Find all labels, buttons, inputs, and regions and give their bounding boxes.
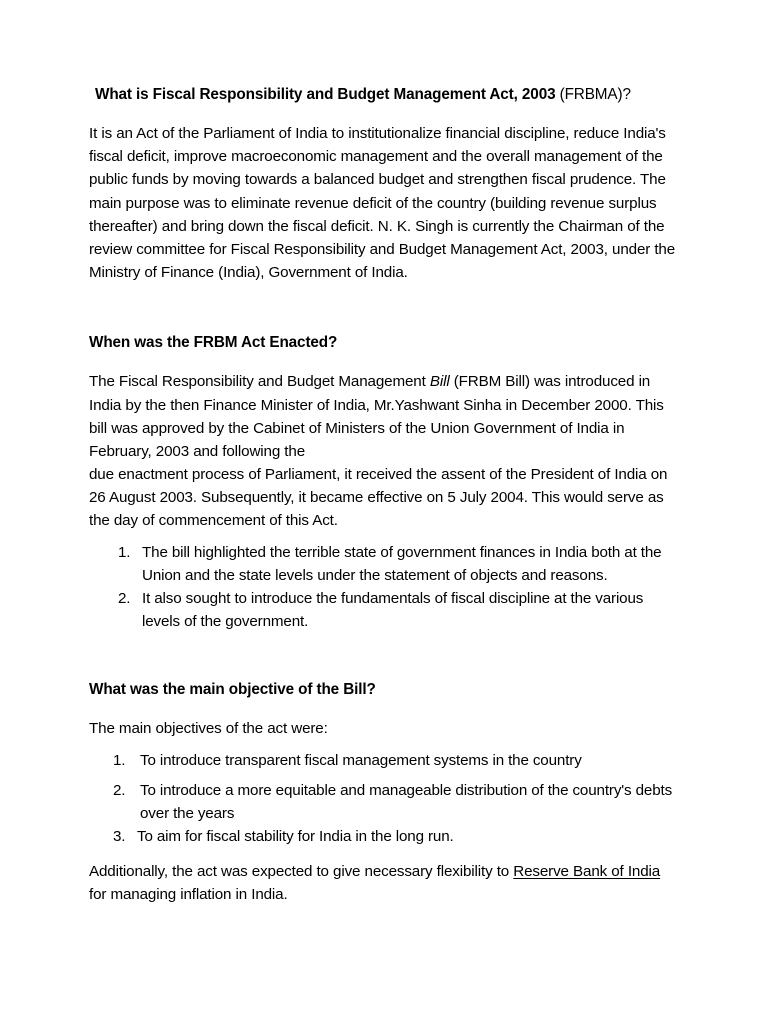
spacer — [89, 353, 681, 370]
spacer — [89, 848, 681, 860]
list-item-text: To introduce a more equitable and manageable distribution of the country's debts over the years — [140, 781, 673, 822]
paragraph-frbma-definition: It is an Act of the Parliament of India to institutionalize financial discipline, reduce India's fiscal deficit, improve macroeconomic management and the overall management of the public funds by moving towards a balanced budget and strengthen fiscal prudence. The main purpose was to eliminate revenue deficit of the country (building revenue surplus thereafter) and bring down the fiscal deficit. N. K. Singh is currently the Chairman of the review committee for Fiscal Responsibility and Budget Management Act, 2003, under the Ministry of Finance (India), Government of India. — [89, 125, 676, 282]
heading-regular-text: (FRBMA)? — [555, 86, 631, 103]
spacer — [89, 633, 681, 679]
closing-text-part-2: for managing inflation in India. — [89, 886, 288, 904]
section-heading-main-objective — [89, 679, 681, 700]
list-marker: 3. — [113, 828, 126, 846]
list-item — [113, 779, 681, 825]
list-item — [113, 749, 681, 772]
section-heading-when-enacted — [89, 332, 681, 353]
paragraph-italic-bill: Bill — [429, 373, 450, 391]
paragraph-objectives-intro: The main objectives of the act were: — [89, 720, 328, 738]
list-item — [118, 587, 681, 633]
heading-bold-text: When was the FRBM Act Enacted? — [89, 334, 338, 352]
link-reserve-bank-of-india[interactable]: Reserve Bank of India — [513, 863, 661, 881]
closing-text-part-1: Additionally, the act was expected to give necessary flexibility to — [89, 863, 514, 881]
paragraph-closing-rbi — [89, 860, 681, 906]
paragraph-enactment-history — [89, 370, 681, 532]
section-heading-frbma-definition — [89, 84, 681, 105]
list-marker: 1. — [113, 751, 126, 769]
paragraph-text-part-3: due enactment process of Parliament, it received the assent of the President of India on 26 August 2003. Subsequently, it became effective on 5 July 2004. This would serve as the day of commencement of this Act. — [89, 466, 668, 530]
list-bill-highlights — [89, 541, 681, 634]
list-item-text: To aim for fiscal stability for India in the long run. — [137, 828, 454, 846]
spacer — [89, 105, 681, 122]
list-item — [113, 825, 681, 848]
spacer — [89, 700, 681, 717]
list-item-text: It also sought to introduce the fundamentals of fiscal discipline at the various levels of the government. — [142, 589, 644, 631]
spacer — [89, 284, 681, 332]
document-content — [89, 84, 681, 907]
heading-bold-text: What is Fiscal Responsibility and Budget Management Act, 2003 — [95, 86, 556, 103]
paragraph-text-part-2: (FRBM Bill) was introduced in India by the then Finance Minister of India, Mr.Yashwant Sinha in December 2000. This bill was approved by the Cabinet of Ministers of the Union Government of India in February, 2003 and following the — [89, 373, 664, 460]
list-main-objectives — [89, 749, 681, 849]
list-item-text: The bill highlighted the terrible state of government finances in India both at the Union and the state levels under the statement of objects and reasons. — [142, 543, 662, 584]
list-marker: 2. — [118, 589, 131, 607]
list-item-text: To introduce transparent fiscal management systems in the country — [140, 751, 582, 769]
spacer — [89, 741, 681, 749]
list-marker: 2. — [113, 781, 126, 799]
list-item — [118, 541, 681, 587]
heading-bold-text: What was the main objective of the Bill? — [89, 681, 376, 699]
spacer — [89, 533, 681, 541]
list-marker: 1. — [118, 543, 131, 561]
paragraph-text-part-1: The Fiscal Responsibility and Budget Management — [89, 373, 430, 391]
